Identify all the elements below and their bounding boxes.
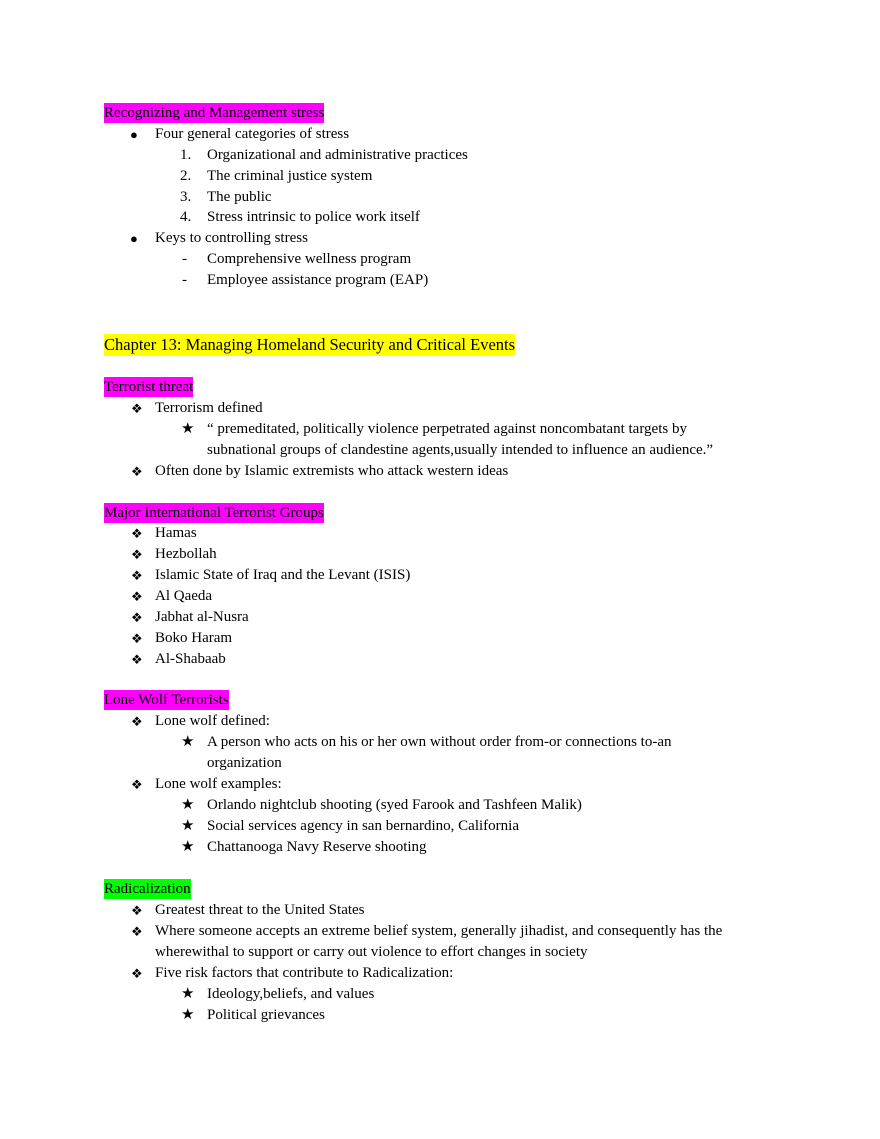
star-bullet-icon: ★ xyxy=(181,986,195,1002)
diamond-bullet-icon: ❖ xyxy=(131,568,143,583)
list-item: Lone wolf defined: xyxy=(155,713,270,729)
diamond-bullet-icon: ❖ xyxy=(131,924,143,939)
list-item: Boko Haram xyxy=(155,630,233,646)
star-bullet-icon: ★ xyxy=(181,734,195,750)
list-item: Organizational and administrative practices xyxy=(207,147,468,163)
list-item: Keys to controlling stress xyxy=(155,230,308,246)
list-item: Islamic State of Iraq and the Levant (ISIS) xyxy=(155,567,411,583)
diamond-bullet-icon: ❖ xyxy=(131,631,143,646)
heading-stress: Recognizing and Management stress xyxy=(104,105,325,121)
bullet-dot: ● xyxy=(130,127,138,142)
bullet-number: 1. xyxy=(180,147,192,163)
bullet-dash: - xyxy=(182,251,187,267)
list-item-continuation: wherewithal to support or carry out violence to effort changes in society xyxy=(155,944,588,960)
list-item: Comprehensive wellness program xyxy=(207,251,412,267)
diamond-bullet-icon: ❖ xyxy=(131,903,143,918)
list-item: “ premeditated, politically violence perpetrated against noncombatant targets by xyxy=(207,421,687,437)
diamond-bullet-icon: ❖ xyxy=(131,547,143,562)
diamond-bullet-icon: ❖ xyxy=(131,777,143,792)
star-bullet-icon: ★ xyxy=(181,1007,195,1023)
list-item: Four general categories of stress xyxy=(155,126,350,142)
chapter-title: Chapter 13: Managing Homeland Security and Critical Events xyxy=(104,335,516,354)
list-item: Chattanooga Navy Reserve shooting xyxy=(207,839,427,855)
list-item: Political grievances xyxy=(207,1007,325,1023)
diamond-bullet-icon: ❖ xyxy=(131,610,143,625)
diamond-bullet-icon: ❖ xyxy=(131,589,143,604)
star-bullet-icon: ★ xyxy=(181,818,195,834)
heading-radicalization: Radicalization xyxy=(104,881,191,897)
diamond-bullet-icon: ❖ xyxy=(131,526,143,541)
star-bullet-icon: ★ xyxy=(181,421,195,437)
list-item: Orlando nightclub shooting (syed Farook and Tashfeen Malik) xyxy=(207,797,582,813)
list-item: Jabhat al-Nusra xyxy=(155,609,249,625)
star-bullet-icon: ★ xyxy=(181,839,195,855)
heading-lone-wolf: Lone Wolf Terrorists xyxy=(104,692,229,708)
list-item-continuation: organization xyxy=(207,755,282,771)
bullet-dot: ● xyxy=(130,231,138,246)
diamond-bullet-icon: ❖ xyxy=(131,714,143,729)
list-item: Greatest threat to the United States xyxy=(155,902,365,918)
list-item-continuation: subnational groups of clandestine agents,usually intended to influence an audience.” xyxy=(207,442,714,458)
list-item: Hamas xyxy=(155,525,197,541)
list-item: Ideology,beliefs, and values xyxy=(207,986,375,1002)
list-item: Where someone accepts an extreme belief system, generally jihadist, and consequently has the xyxy=(155,923,723,939)
diamond-bullet-icon: ❖ xyxy=(131,652,143,667)
list-item: Employee assistance program (EAP) xyxy=(207,272,429,288)
diamond-bullet-icon: ❖ xyxy=(131,966,143,981)
list-item: Five risk factors that contribute to Radicalization: xyxy=(155,965,454,981)
bullet-number: 3. xyxy=(180,189,192,205)
list-item: Al-Shabaab xyxy=(155,651,226,667)
diamond-bullet-icon: ❖ xyxy=(131,464,143,479)
list-item: Hezbollah xyxy=(155,546,217,562)
bullet-dash: - xyxy=(182,272,187,288)
list-item: Terrorism defined xyxy=(155,400,263,416)
list-item: Often done by Islamic extremists who attack western ideas xyxy=(155,463,509,479)
list-item: A person who acts on his or her own without order from-or connections to-an xyxy=(207,734,672,750)
bullet-number: 2. xyxy=(180,168,192,184)
star-bullet-icon: ★ xyxy=(181,797,195,813)
heading-terrorist-threat: Terrorist threat xyxy=(104,379,194,395)
heading-terrorist-groups: Major International Terrorist Groups xyxy=(104,505,324,521)
list-item: Al Qaeda xyxy=(155,588,213,604)
bullet-number: 4. xyxy=(180,209,192,225)
list-item: The criminal justice system xyxy=(207,168,373,184)
list-item: Lone wolf examples: xyxy=(155,776,282,792)
diamond-bullet-icon: ❖ xyxy=(131,401,143,416)
list-item: Social services agency in san bernardino, California xyxy=(207,818,519,834)
list-item: Stress intrinsic to police work itself xyxy=(207,209,420,225)
list-item: The public xyxy=(207,189,272,205)
